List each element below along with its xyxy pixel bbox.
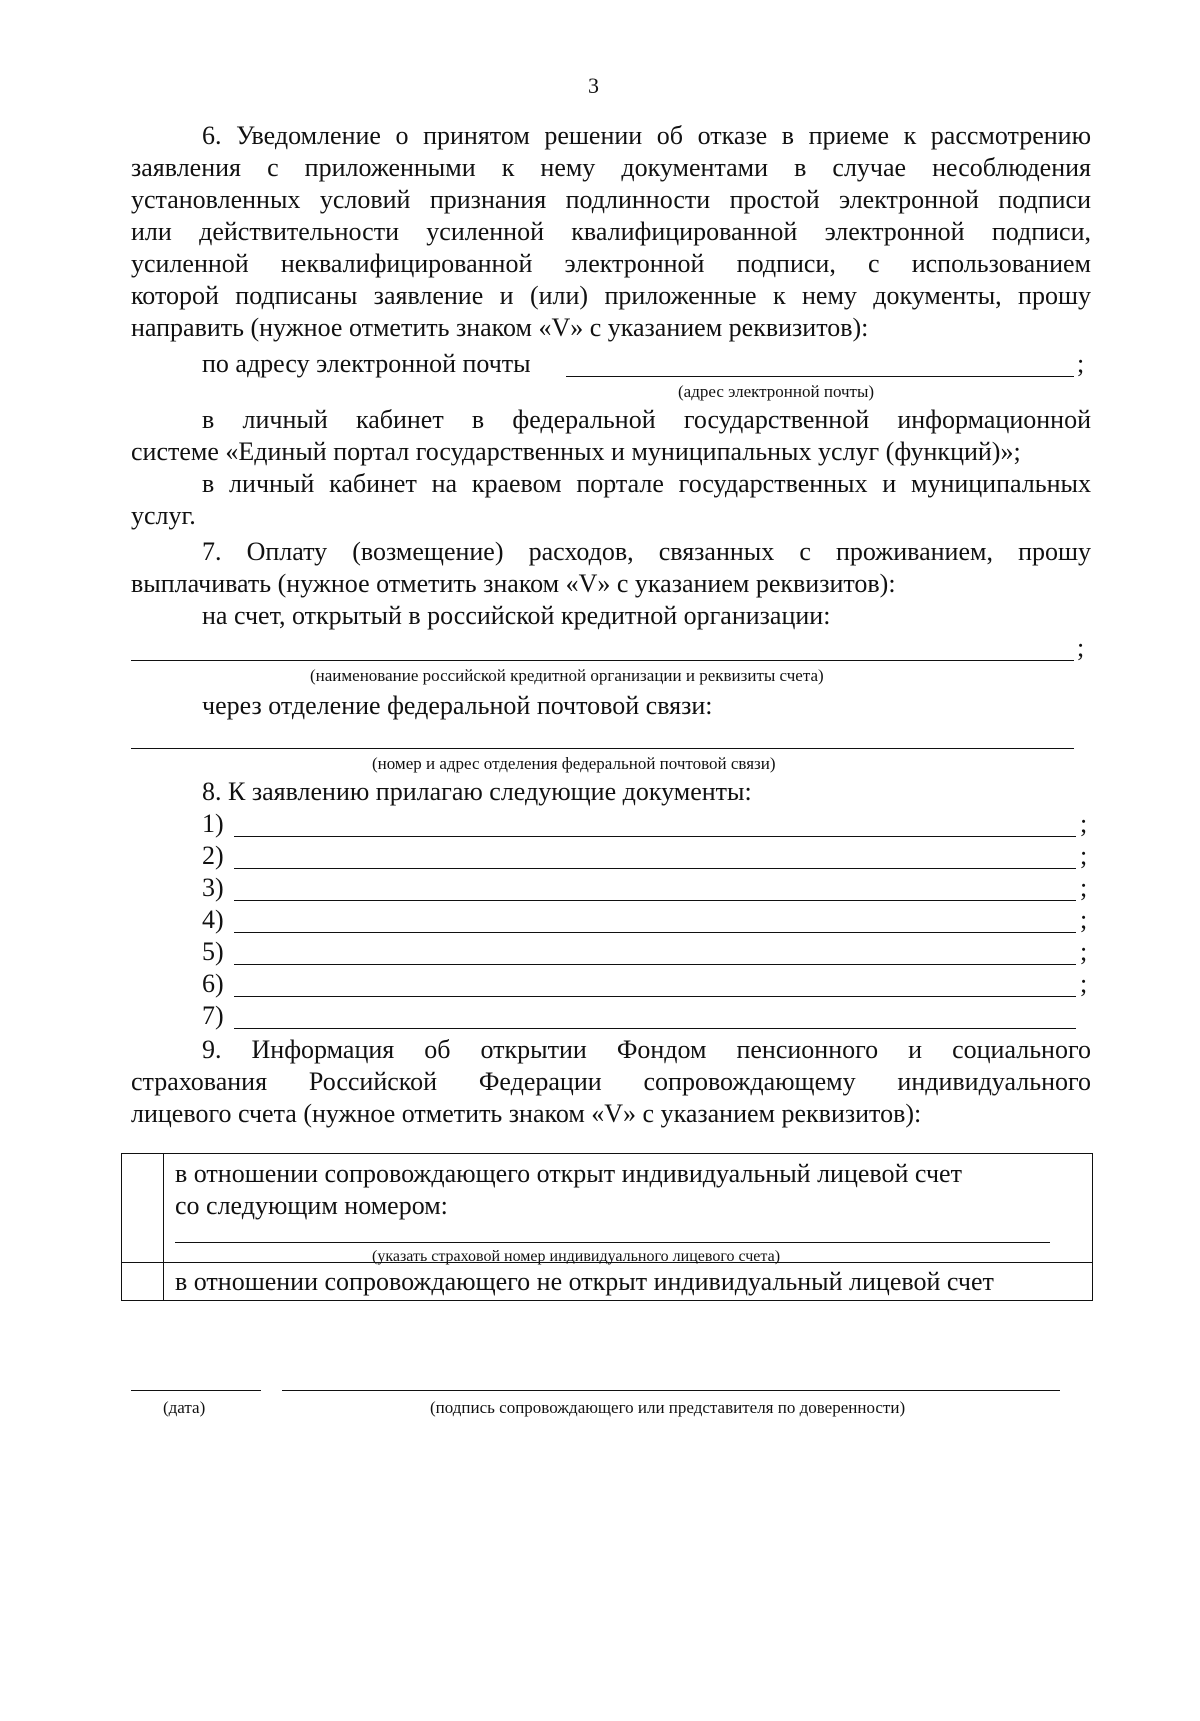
snils-input-line[interactable] <box>175 1242 1050 1243</box>
bank-hint: (наименование российской кредитной организации и реквизиты счета) <box>310 666 824 685</box>
section6-line: или действительности усиленной квалифицированной электронной подписи, <box>131 217 1091 246</box>
section9-line: 9. Информация об открытии Фондом пенсионного и социального <box>202 1035 1091 1064</box>
document-item-line[interactable] <box>234 996 1076 997</box>
signature-hint: (подпись сопровождающего или представителя по доверенности) <box>430 1398 906 1417</box>
section6-line: 6. Уведомление о принятом решении об отказе в приеме к рассмотрению <box>202 121 1091 150</box>
document-item-number: 3) <box>202 873 224 902</box>
document-item-line[interactable] <box>234 964 1076 965</box>
document-item-end: ; <box>1080 969 1088 998</box>
section6-line: направить (нужное отметить знаком «V» с указанием реквизитов): <box>131 313 869 342</box>
post-office-input-line[interactable] <box>131 748 1074 749</box>
email-input-line[interactable] <box>566 376 1074 377</box>
document-item-line[interactable] <box>234 932 1076 933</box>
document-item-line[interactable] <box>234 900 1076 901</box>
document-item-end: ; <box>1080 905 1088 934</box>
document-item-end: ; <box>1080 809 1088 838</box>
section7-line: 7. Оплату (возмещение) расходов, связанных с проживанием, прошу <box>202 537 1091 566</box>
document-item-end: ; <box>1080 841 1088 870</box>
snils-hint: (указать страховой номер индивидуального лицевого счета) <box>372 1248 781 1265</box>
date-hint: (дата) <box>163 1398 206 1417</box>
email-label: по адресу электронной почты <box>202 349 531 378</box>
account-opened-checkbox[interactable] <box>123 1155 162 1261</box>
section6-line: заявления с приложенными к нему документами в случае несоблюдения <box>131 153 1091 182</box>
document-item-line[interactable] <box>234 836 1076 837</box>
gosuslugi-option-line: в личный кабинет в федеральной государственной информационной <box>202 405 1091 434</box>
post-office-label: через отделение федеральной почтовой связи: <box>202 691 713 720</box>
document-item-number: 5) <box>202 937 224 966</box>
bank-line-end: ; <box>1077 633 1085 662</box>
section6-line: усиленной неквалифицированной электронной подписи, с использованием <box>131 249 1091 278</box>
section6-line: которой подписаны заявление и (или) приложенные к нему документы, прошу <box>131 281 1091 310</box>
gosuslugi-option-line: системе «Единый портал государственных и муниципальных услуг (функций)»; <box>131 437 1021 466</box>
section9-line: лицевого счета (нужное отметить знаком «V» с указанием реквизитов): <box>131 1099 922 1128</box>
section6-line: установленных условий признания подлинности простой электронной подписи <box>131 185 1091 214</box>
document-item-number: 2) <box>202 841 224 870</box>
email-line-end: ; <box>1077 349 1085 378</box>
document-item-end: ; <box>1080 937 1088 966</box>
document-item-number: 1) <box>202 809 224 838</box>
email-hint: (адрес электронной почты) <box>678 382 875 401</box>
page-number: 3 <box>588 73 599 98</box>
bank-details-input-line[interactable] <box>131 660 1074 661</box>
regional-portal-option-line: в личный кабинет на краевом портале государственных и муниципальных <box>202 469 1091 498</box>
option-account-not-opened: в отношении сопровождающего не открыт индивидуальный лицевой счет <box>175 1267 994 1296</box>
table-divider <box>163 1153 164 1301</box>
account-not-opened-checkbox[interactable] <box>123 1264 162 1298</box>
document-item-number: 7) <box>202 1001 224 1030</box>
section9-line: страхования Российской Федерации сопровождающему индивидуального <box>131 1067 1091 1096</box>
regional-portal-option-line: услуг. <box>131 501 196 530</box>
option-account-opened-line2: со следующим номером: <box>175 1191 448 1220</box>
post-office-hint: (номер и адрес отделения федеральной почтовой связи) <box>372 754 776 773</box>
section8-heading: 8. К заявлению прилагаю следующие документы: <box>202 777 752 806</box>
option-account-opened-line1: в отношении сопровождающего открыт индивидуальный лицевой счет <box>175 1159 962 1188</box>
document-item-line[interactable] <box>234 1028 1076 1029</box>
signature-line[interactable] <box>282 1390 1060 1391</box>
document-item-end: ; <box>1080 873 1088 902</box>
bank-account-label: на счет, открытый в российской кредитной организации: <box>202 601 831 630</box>
date-line[interactable] <box>131 1390 261 1391</box>
section7-line: выплачивать (нужное отметить знаком «V» с указанием реквизитов): <box>131 569 896 598</box>
document-item-number: 4) <box>202 905 224 934</box>
document-item-line[interactable] <box>234 868 1076 869</box>
document-item-number: 6) <box>202 969 224 998</box>
